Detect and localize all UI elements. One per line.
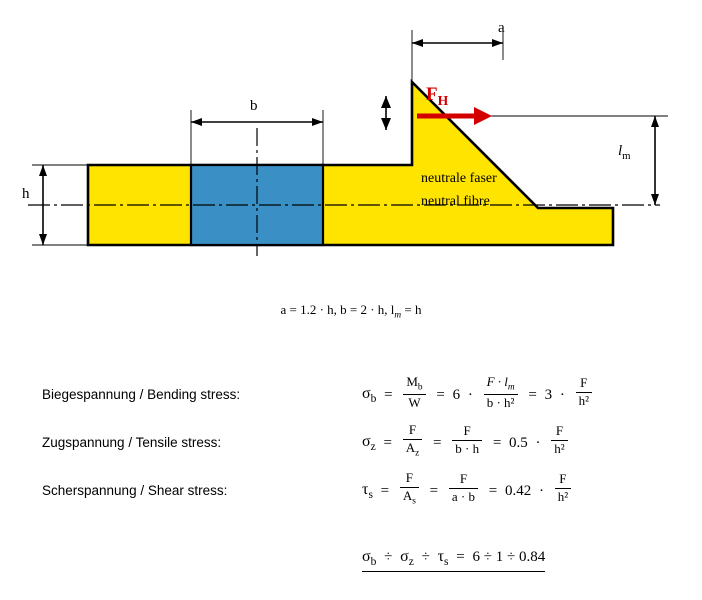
formula-rows (0, 375, 702, 519)
frac-f-az-num: F (403, 423, 423, 440)
dim-lm-label (618, 143, 631, 162)
dot-2: · (535, 434, 541, 451)
dim-a-label: a (498, 20, 505, 36)
frac-mb-w-den: W (408, 395, 421, 411)
summary-sigma-b-glyph: σ (362, 548, 371, 565)
dot-3: · (538, 482, 544, 499)
sigma-b-glyph: σ (362, 385, 371, 403)
summary-values: 6 ÷ 1 ÷ 0.84 (472, 549, 546, 565)
formula-row-bending (0, 375, 702, 423)
frac-f-h2-3-num: F (555, 472, 571, 489)
factor-3: 3 (544, 386, 553, 403)
equals-3a: = (380, 482, 390, 499)
formula-expression-shear (362, 469, 574, 509)
frac-flm-num (484, 375, 518, 395)
equals-2a: = (383, 434, 392, 451)
frac-f-bh-den: b · h (455, 441, 480, 457)
dim-h-arrow-top (39, 165, 47, 176)
frac-mb-w-num (403, 375, 425, 395)
neutral-axis-label-en: neutral fibre (421, 194, 490, 209)
formula-row-shear (0, 471, 702, 519)
equals-3c: = (488, 482, 498, 499)
formula-expression-tensile (362, 421, 571, 461)
dim-lm-arrow-top (651, 116, 659, 127)
frac-flm-den: b · h² (486, 395, 515, 411)
force-arrow-head (474, 107, 492, 125)
tau-s-symbol (362, 481, 373, 501)
frac-f-h2-2-num: F (551, 424, 567, 441)
summary-sigma-z-glyph: σ (400, 548, 409, 565)
factor-0-42: 0.42 (504, 482, 532, 499)
frac-f-h2-2 (551, 424, 567, 457)
force-height-arrow-top (381, 96, 391, 108)
summary-ratio (362, 548, 545, 572)
sigma-b-symbol (362, 385, 376, 405)
frac-flm-bh2 (484, 375, 518, 411)
dot-1b: · (559, 386, 565, 403)
formula-label-shear: Scherspannung / Shear stress: (42, 483, 228, 498)
frac-f-h2-3 (555, 472, 571, 505)
beam-body (88, 82, 613, 245)
dim-b-arrow-left (191, 118, 202, 126)
frac-f-h2-1-num: F (576, 376, 592, 393)
frac-f-bh (452, 424, 482, 457)
az-den-sub: z (415, 448, 420, 459)
equals-1a: = (384, 386, 393, 403)
formula-expression-bending (362, 373, 595, 413)
flm-num-base: F · l (486, 373, 508, 389)
frac-f-as (400, 471, 419, 507)
frac-mb-w (403, 375, 425, 411)
equals-1c: = (528, 386, 537, 403)
dim-b-arrow-right (312, 118, 323, 126)
frac-f-az-den (403, 440, 423, 459)
dim-a-arrow-left (412, 39, 423, 47)
equals-3b: = (429, 482, 439, 499)
force-label (426, 84, 448, 109)
formula-label-bending: Biegespannung / Bending stress: (42, 387, 241, 402)
frac-f-az (403, 423, 423, 459)
dim-lm-label-main: l (618, 143, 623, 159)
flm-num-sub: m (507, 382, 515, 393)
dim-b-label: b (250, 98, 258, 114)
formula-row-tensile (0, 423, 702, 471)
sigma-b-subscript: b (370, 393, 377, 406)
frac-f-as-num: F (400, 471, 419, 488)
dot-1: · (467, 386, 473, 403)
conditions-note (0, 302, 702, 321)
as-den-sub: s (412, 496, 416, 507)
summary-tau-s (437, 548, 449, 569)
as-den-base: A (402, 487, 413, 503)
tau-s-subscript: s (368, 489, 373, 502)
tau-s-glyph: τ (362, 481, 369, 499)
summary-tau-s-glyph: τ (437, 548, 445, 565)
formula-label-tensile: Zugspannung / Tensile stress: (42, 435, 222, 450)
dim-lm-arrow-bottom (651, 194, 659, 205)
summary-tau-s-sub: s (444, 556, 449, 569)
summary-divider-2: ÷ (421, 549, 430, 565)
frac-f-bh-num: F (452, 424, 482, 441)
summary-divider-1: ÷ (384, 549, 393, 565)
mb-num-sub: b (417, 382, 423, 393)
dim-h-arrow-bottom (39, 234, 47, 245)
equals-2b: = (433, 434, 442, 451)
conditions-text: a = 1.2 · h, b = 2 · h, l (280, 302, 395, 317)
mb-num-base: M (406, 373, 418, 389)
factor-0-5: 0.5 (509, 434, 528, 451)
neutral-axis-label-de: neutrale faser (421, 171, 497, 186)
frac-f-as-den (400, 488, 419, 507)
summary-equals: = (456, 549, 465, 565)
sigma-z-subscript: z (370, 441, 376, 454)
summary-sigma-b (362, 548, 377, 569)
dim-a-arrow-right (492, 39, 503, 47)
sigma-z-glyph: σ (362, 433, 371, 451)
frac-f-h2-1 (576, 376, 592, 409)
sigma-z-symbol (362, 433, 376, 453)
frac-f-h2-1-den: h² (578, 393, 589, 409)
force-height-arrow-bottom (381, 118, 391, 130)
equals-2c: = (492, 434, 502, 451)
frac-f-h2-2-den: h² (554, 441, 565, 457)
summary-sigma-b-sub: b (370, 556, 377, 569)
frac-f-ab-den: a · b (451, 489, 475, 505)
summary-sigma-z-sub: z (408, 556, 414, 569)
force-label-sub: H (437, 92, 449, 108)
conditions-tail: = h (401, 302, 422, 317)
dim-h-label: h (22, 186, 30, 202)
frac-f-ab (449, 472, 478, 505)
conditions-sub: m (394, 310, 402, 321)
factor-6: 6 (452, 386, 461, 403)
force-label-base: F (426, 84, 438, 105)
summary-sigma-z (400, 548, 414, 569)
az-den-base: A (405, 439, 416, 455)
dim-lm-label-sub: m (622, 150, 631, 162)
frac-f-h2-3-den: h² (557, 489, 569, 505)
equals-1b: = (436, 386, 445, 403)
frac-f-ab-num: F (449, 472, 478, 489)
